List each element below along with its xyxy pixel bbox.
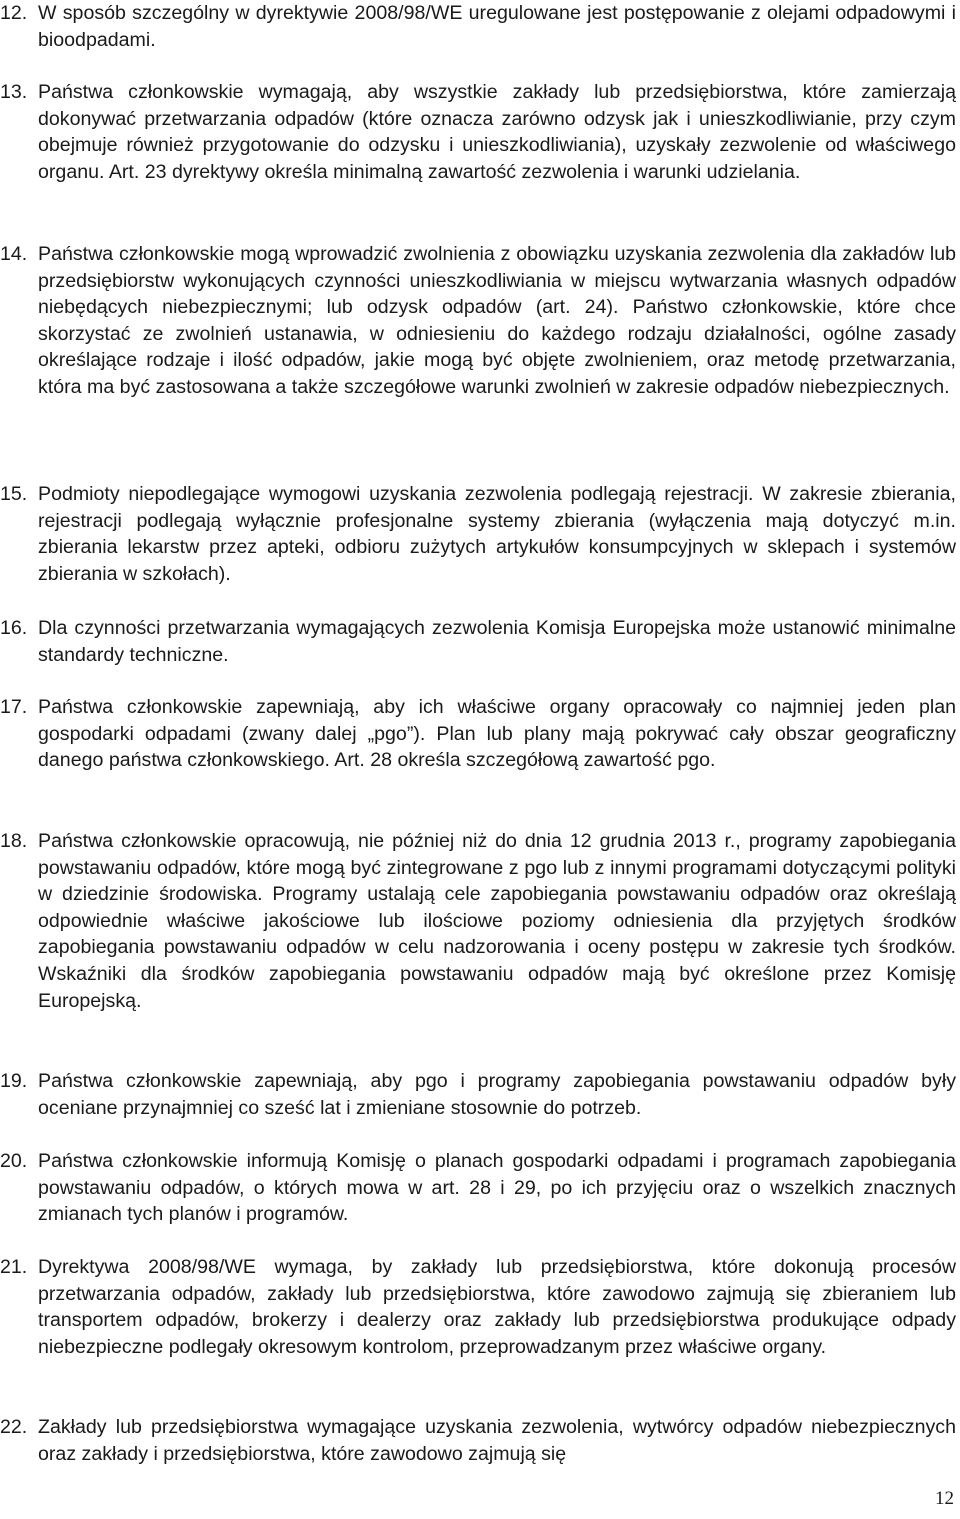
item-text: Państwa członkowskie mogą wprowadzić zwolnienia z obowiązku uzyskania zezwolenia dla zakładów lub przedsiębiorstw wykonujących czynności unieszkodliwiania w miejscu wytwarzania własnych odpadów niebędących niebezpiecznymi; lub odzysk odpadów (art. 24). Państwo członkowskie, które chce skorzystać ze zwolnień ustanawia, w odniesieniu do każdego rodzaju działalności, ogólne zasady określające rodzaje i ilość odpadów, jakie mogą być objęte zwolnieniem, oraz metodę przetwarzania, która ma być zastosowana a także szczegółowe warunki zwolnień w zakresie odpadów niebezpiecznych. <box>38 243 956 398</box>
list-item-19 <box>0 1068 956 1121</box>
item-text: Zakłady lub przedsiębiorstwa wymagające uzyskania zezwolenia, wytwórcy odpadów niebezpiecznych oraz zakłady i przedsiębiorstwa, które zawodowo zajmują się <box>38 1416 956 1465</box>
item-text: Państwa członkowskie zapewniają, aby pgo i programy zapobiegania powstawaniu odpadów były oceniane przynajmniej co sześć lat i zmieniane stosownie do potrzeb. <box>38 1070 956 1119</box>
item-text: Państwa członkowskie zapewniają, aby ich właściwe organy opracowały co najmniej jeden plan gospodarki odpadami (zwany dalej „pgo”). Plan lub plany mają pokrywać cały obszar geograficzny danego państwa członkowskiego. Art. 28 określa szczegółową zawartość pgo. <box>38 696 956 772</box>
list-item-16 <box>0 615 956 668</box>
item-text: Państwa członkowskie opracowują, nie później niż do dnia 12 grudnia 2013 r., programy zapobiegania powstawaniu odpadów, które mogą być zintegrowane z pgo lub z innymi programami dotyczącymi polityki w dziedzinie środowiska. Programy ustalają cele zapobiegania powstawaniu odpadów oraz określają odpowiednie właściwe jakościowe lub ilościowe poziomy odniesienia dla przyjętych środków zapobiegania powstawaniu odpadów w celu nadzorowania i oceny postępu w zakresie tych środków. Wskaźniki dla środków zapobiegania powstawaniu odpadów mają być określone przez Komisję Europejską. <box>38 830 956 1012</box>
item-text: Dla czynności przetwarzania wymagających zezwolenia Komisja Europejska może ustanowić minimalne standardy techniczne. <box>38 617 956 666</box>
list-item-14 <box>0 241 956 401</box>
item-number: 13. <box>0 81 28 103</box>
item-number: 15. <box>0 483 28 505</box>
item-number: 22. <box>0 1416 28 1438</box>
list-item-21 <box>0 1254 956 1360</box>
list-item-12 <box>0 0 956 53</box>
item-number: 16. <box>0 617 28 639</box>
item-number: 14. <box>0 243 28 265</box>
item-text: Dyrektywa 2008/98/WE wymaga, by zakłady lub przedsiębiorstwa, które dokonują procesów przetwarzania odpadów, zakłady lub przedsiębiorstwa, które zawodowo zajmują się zbieraniem lub transportem odpadów, brokerzy i dealerzy oraz zakłady lub przedsiębiorstwa produkujące odpady niebezpieczne podlegały okresowym kontrolom, przeprowadzanym przez właściwe organy. <box>38 1256 956 1358</box>
item-text: Państwa członkowskie informują Komisję o planach gospodarki odpadami i programach zapobiegania powstawaniu odpadów, o których mowa w art. 28 i 29, po ich przyjęciu oraz o wszelkich znacznych zmianach tych planów i programów. <box>38 1150 956 1226</box>
item-text: Podmioty niepodlegające wymogowi uzyskania zezwolenia podlegają rejestracji. W zakresie zbierania, rejestracji podlegają wyłącznie profesjonalne systemy zbierania (wyłączenia mają dotyczyć m.in. zbierania lekarstw przez apteki, odbioru zużytych artykułów konsumpcyjnych w sklepach i systemów zbierania w szkołach). <box>38 483 956 585</box>
list-item-22 <box>0 1414 956 1467</box>
item-text: Państwa członkowskie wymagają, aby wszystkie zakłady lub przedsiębiorstwa, które zamierzają dokonywać przetwarzania odpadów (które oznacza zarówno odzysk jak i unieszkodliwianie, przy czym obejmuje również przygotowanie do odzysku i unieszkodliwiania), uzyskały zezwolenie od właściwego organu. Art. 23 dyrektywy określa minimalną zawartość zezwolenia i warunki udzielania. <box>38 81 956 183</box>
item-text: W sposób szczególny w dyrektywie 2008/98/WE uregulowane jest postępowanie z olejami odpadowymi i bioodpadami. <box>38 2 956 51</box>
item-number: 18. <box>0 830 28 852</box>
item-number: 17. <box>0 696 28 718</box>
list-item-18 <box>0 828 956 1014</box>
list-item-15 <box>0 481 956 587</box>
item-number: 19. <box>0 1070 28 1092</box>
item-number: 21. <box>0 1256 28 1278</box>
list-item-20 <box>0 1148 956 1228</box>
item-number: 20. <box>0 1150 28 1172</box>
item-number: 12. <box>0 2 28 24</box>
list-item-13 <box>0 79 956 185</box>
list-item-17 <box>0 694 956 774</box>
page-number: 12 <box>935 1488 954 1509</box>
